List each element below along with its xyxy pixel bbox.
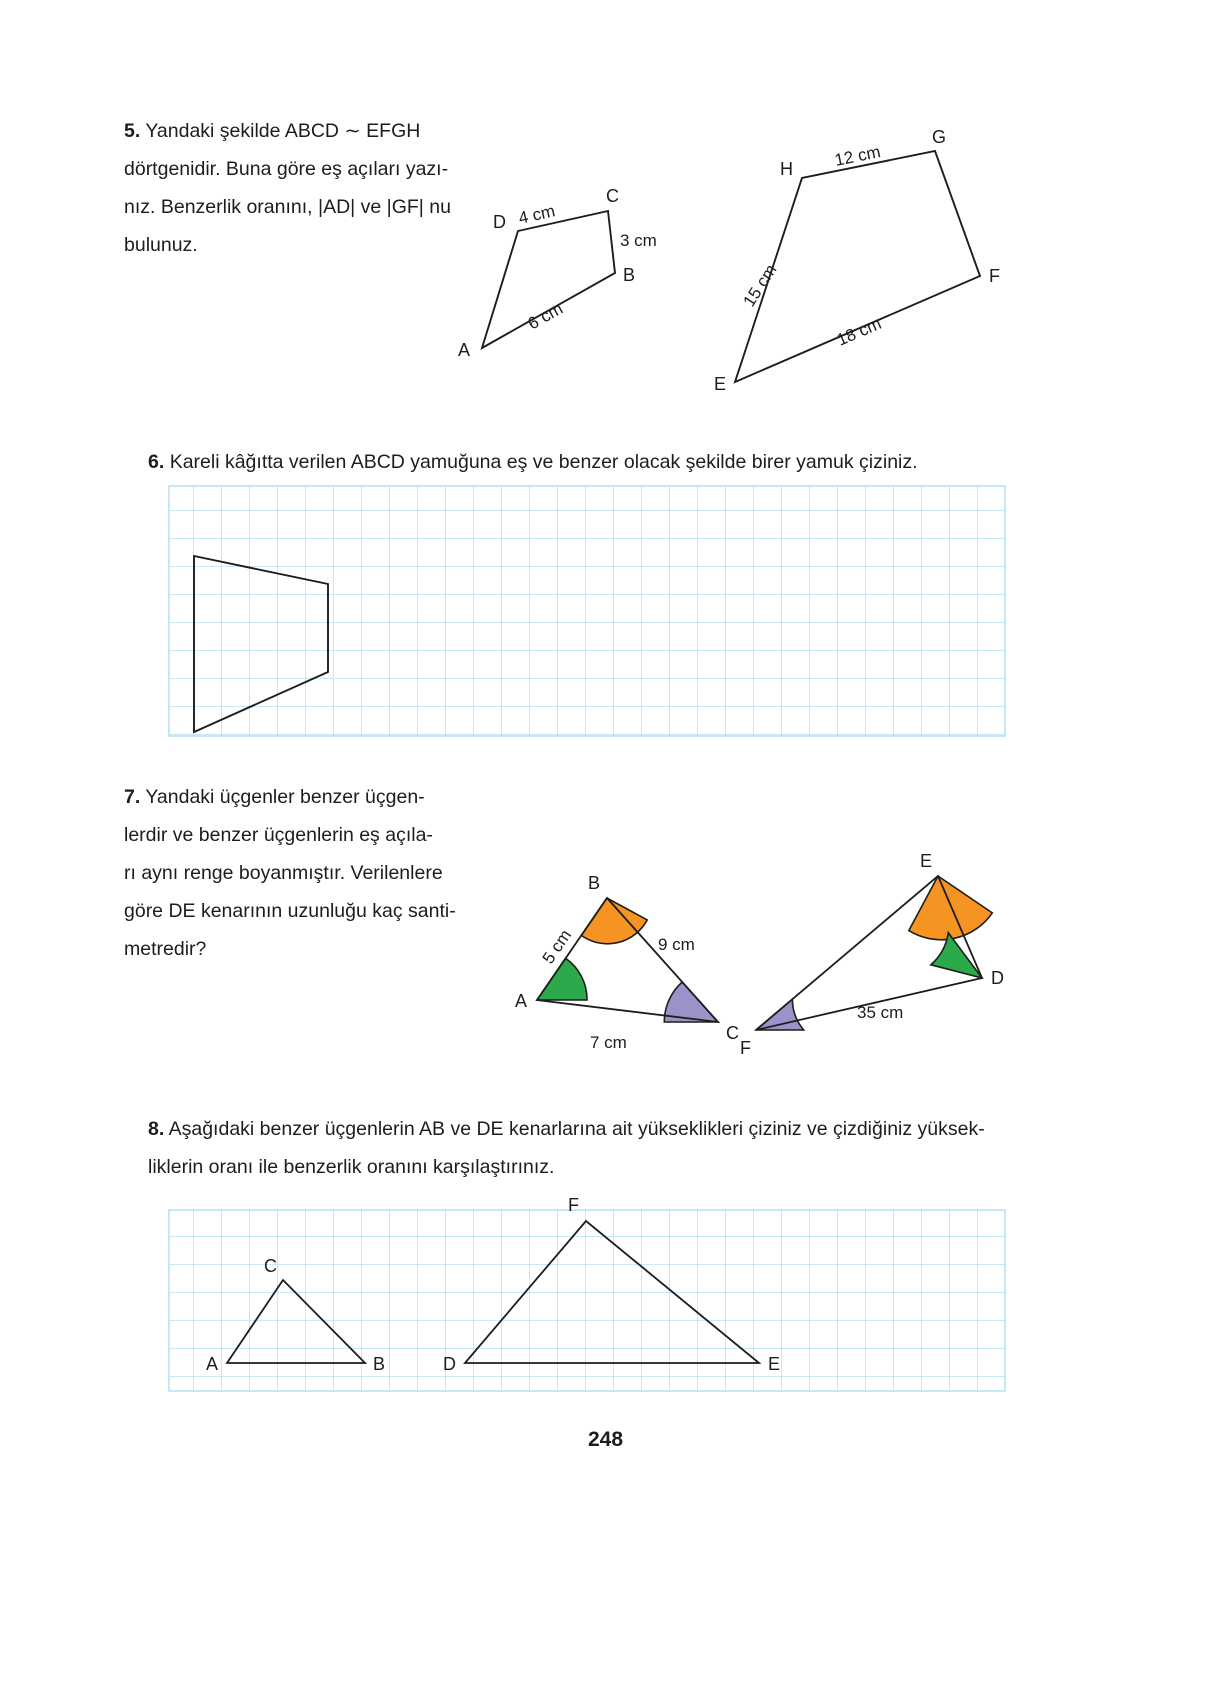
label-H: H	[780, 159, 793, 179]
label-B: B	[587, 873, 600, 893]
question-7-line-3: rı aynı renge boyanmıştır. Verilenlere	[124, 862, 443, 884]
label-F: F	[740, 1038, 751, 1058]
label-F: F	[989, 266, 1000, 286]
question-5-number: 5.	[124, 120, 141, 142]
question-7-text	[124, 778, 476, 968]
label-B: B	[373, 1354, 386, 1374]
question-7-line-4: göre DE kenarının uzunluğu kaç santi-	[124, 900, 456, 922]
question-8-line-1	[148, 1110, 1078, 1148]
side-label-eh: 15 cm	[739, 261, 781, 311]
quad-efgh	[714, 127, 1000, 394]
label-E: E	[919, 851, 932, 871]
question-7-line-5: metredir?	[124, 938, 207, 960]
question-5-line-1-text: Yandaki şekilde ABCD ∼ EFGH	[145, 120, 421, 142]
triangle-abc	[515, 873, 739, 1052]
question-7-line-1	[124, 778, 476, 816]
angle-marker-E-orange	[909, 876, 993, 940]
page-number: 248	[587, 1428, 624, 1451]
side-label-fd: 35 cm	[857, 1003, 904, 1022]
label-C: C	[264, 1256, 277, 1276]
question-5-text	[124, 112, 472, 264]
question-6-line-1	[148, 443, 1078, 481]
triangle-def	[740, 851, 1004, 1058]
side-label-bc: 9 cm	[658, 935, 695, 954]
figure-5-similar-quadrilaterals	[440, 118, 1040, 413]
label-A: A	[205, 1354, 218, 1374]
label-D: D	[991, 968, 1004, 988]
side-label-ab: 6 cm	[524, 298, 567, 334]
side-label-ac: 7 cm	[590, 1033, 627, 1052]
label-G: G	[932, 127, 947, 147]
label-E: E	[713, 374, 726, 394]
side-label-hg: 12 cm	[833, 142, 883, 170]
grid-background	[169, 486, 1005, 736]
question-7-line-2: lerdir ve benzer üçgenlerin eş açıla-	[124, 824, 433, 846]
question-5-line-2: dörtgenidir. Buna göre eş açıları yazı-	[124, 158, 449, 180]
figure-7-similar-triangles	[495, 780, 1055, 1075]
label-B: B	[623, 265, 636, 285]
question-8-number: 8.	[148, 1118, 165, 1140]
question-8-line-2: liklerin oranı ile benzerlik oranını karşılaştırınız.	[148, 1156, 555, 1178]
figure-6-grid-trapezoid	[165, 482, 1010, 742]
question-5-line-3: nız. Benzerlik oranını, |AD| ve |GF| nu	[124, 196, 451, 218]
label-F: F	[568, 1195, 579, 1215]
label-D: D	[493, 212, 506, 232]
quad-abcd	[458, 186, 657, 360]
side-label-cb: 3 cm	[620, 231, 657, 250]
label-E: E	[768, 1354, 781, 1374]
label-C: C	[726, 1023, 739, 1043]
side-label-ef: 18 cm	[834, 313, 885, 350]
label-A: A	[514, 991, 527, 1011]
question-5-line-1	[124, 112, 472, 150]
question-6-line-1-text: Kareli kâğıtta verilen ABCD yamuğuna eş ve benzer olacak şekilde birer yamuk çiziniz.	[169, 451, 918, 473]
question-6-number: 6.	[148, 451, 165, 473]
label-A: A	[457, 340, 470, 360]
question-8-line-1-text: Aşağıdaki benzer üçgenlerin AB ve DE kenarlarına ait yükseklikleri çiziniz ve çizdiğiniz yüksek-	[168, 1118, 985, 1140]
label-D: D	[443, 1354, 456, 1374]
question-7-line-1-text: Yandaki üçgenler benzer üçgen-	[145, 786, 425, 808]
question-8-text	[148, 1110, 1078, 1186]
question-5-line-4: bulunuz.	[124, 234, 198, 256]
question-7-number: 7.	[124, 786, 141, 808]
side-label-dc: 4 cm	[516, 201, 557, 228]
figure-8-grid-triangles	[165, 1180, 1010, 1400]
question-6-text	[148, 443, 1078, 481]
side-label-ab: 5 cm	[538, 926, 576, 968]
label-C: C	[606, 186, 619, 206]
